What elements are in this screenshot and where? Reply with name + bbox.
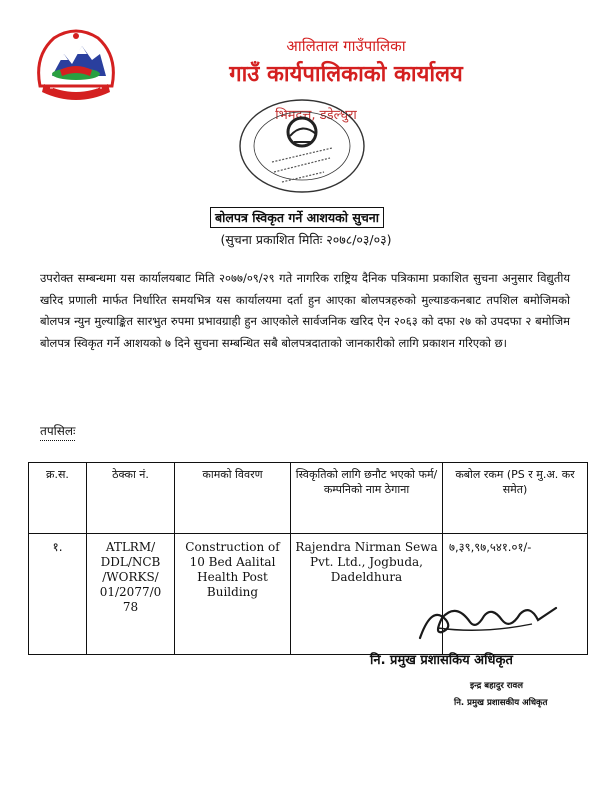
col-header-contract-no: ठेक्का नं.	[87, 463, 175, 534]
cell-sn: १.	[29, 534, 87, 655]
seal-name: इन्द्र बहादुर रावल	[470, 681, 523, 691]
cell-description: Construction of 10 Bed Aalital Health Post Building	[175, 534, 291, 655]
notice-body: उपरोक्त सम्बन्धमा यस कार्यालयबाट मिति २०७७/०९/२९ गते नागरिक राष्ट्रिय दैनिक पत्रिकामा प्रकाशित सुचना अनुसार विद्युतीय खरिद प्रणाली मार्फत निर्धारित समयभित्र यस कार्यालयमा दर्ता हुन आएका बोलपत्रहरुको मुल्याङकनबाट तपशिल बमोजिमको बोलपत्र न्युन मुल्याङ्कित सारभुत रुपमा प्रभावग्राही हुन आएकोले सार्वजनिक खरिद ऐन २०६३ को दफा २७ को उपदफा २ बमोजिम बोलपत्र स्विकृत गर्ने आशयको ७ दिने सुचना सम्बन्धित सबै बोलपत्रदाताको जानकारीको लागि प्रकाशन गरिएको छ।	[40, 271, 570, 350]
col-header-firm: स्विकृतिको लागि छनौट भएको फर्म/कम्पनिको नाम ठेगाना	[291, 463, 443, 534]
cell-firm: Rajendra Nirman Sewa Pvt. Ltd., Jogbuda, Dadeldhura	[291, 534, 443, 655]
seal-designation: नि. प्रमुख प्रशासकीय अधिकृत	[454, 698, 548, 708]
office-address: भिमदत्त, डडेल्धुरा	[275, 108, 357, 123]
cell-contract-no: ATLRM/ DDL/NCB /WORKS/ 01/2077/0 78	[87, 534, 175, 655]
handwritten-signature	[412, 598, 562, 644]
col-header-sn: क्र.स.	[29, 463, 87, 534]
schedule-label: तपसिलः	[40, 422, 75, 441]
cell-amount: ७,३९,९७,५४१.०१/-	[443, 534, 588, 655]
table-header-row	[29, 463, 588, 534]
publish-date: (सुचना प्रकाशित मितिः २०७८/०३/०३)	[220, 232, 392, 247]
signatory-title: नि. प्रमुख प्रशासकिय अधिकृत	[370, 653, 513, 668]
col-header-description: कामको विवरण	[175, 463, 291, 534]
office-title: गाउँ कार्यपालिकाको कार्यालय	[229, 62, 463, 87]
org-name: आलिताल गाउँपालिका	[286, 37, 406, 55]
office-stamp	[232, 92, 372, 200]
notice-title: बोलपत्र स्विकृत गर्ने आशयको सुचना	[210, 207, 384, 228]
col-header-amount: कबोल रकम (PS र मु.अ. कर समेत)	[443, 463, 588, 534]
